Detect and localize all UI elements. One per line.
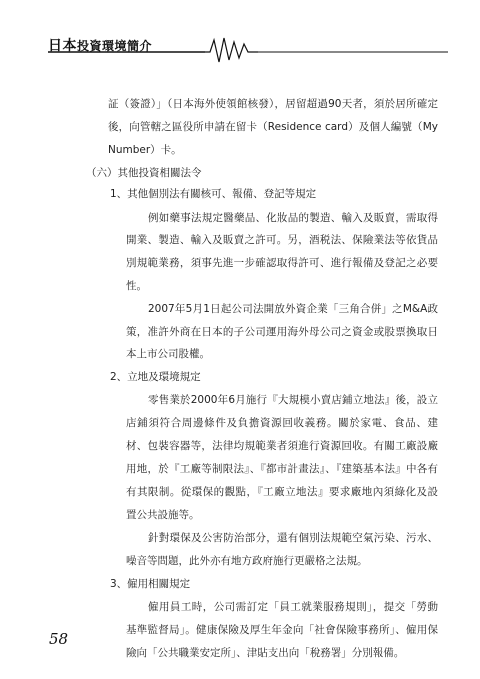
body-line: 噪音等問題，此外亦有地方政府施行更嚴格之法規。	[126, 555, 368, 567]
body-line: 店鋪須符合周邊條件及負擔資源回收義務。關於家電、食品、建	[126, 417, 438, 429]
body-line: 証（簽證）」（日本海外使領館核發），居留超過90天者，須於居所確定	[108, 98, 438, 110]
body-line: 本上市公司股權。	[126, 348, 210, 360]
body-line: 有其限制。從環保的觀點，『工廠立地法』要求廠地內須綠化及設	[126, 486, 438, 498]
body-line: 策，准許外商在日本的子公司運用海外母公司之資金或股票換取日	[126, 326, 438, 338]
body-line: 險向「公共職業安定所」、津貼支出向「稅務署」分別報備。	[126, 647, 405, 659]
subsection-heading: 2、立地及環境規定	[110, 371, 201, 383]
section-heading: （六）其他投資相關法令	[86, 167, 202, 179]
body-line: 2007年5月1日起公司法開放外資企業「三角合併」之M&A政	[148, 303, 438, 315]
header-title-rest: 投資環境簡介	[77, 39, 153, 53]
body-line: 後，向管轄之區役所申請在留卡（Residence card）及個人編號（My	[108, 121, 438, 133]
body-line: 置公共設施等。	[126, 509, 200, 521]
body-line: 零售業於2000年6月施行『大規模小賣店鋪立地法』後，設立	[148, 394, 438, 406]
body-line: 開業、製造、輸入及販賣之許可。另，酒税法、保險業法等依貨品	[126, 234, 438, 246]
body-line: 基準監督局」。健康保險及厚生年金向「社會保險事務所」、僱用保	[126, 624, 438, 636]
page-header	[0, 0, 480, 70]
subsection-heading: 3、僱用相關規定	[110, 578, 191, 590]
page-number: 58	[49, 630, 69, 648]
body-line: 例如藥事法規定醫藥品、化妝品的製造、輸入及販賣，需取得	[148, 212, 438, 224]
body-line: 材、包裝容器等，法律均規範業者須進行資源回收。有關工廠設廠	[126, 440, 438, 452]
subsection-heading: 1、其他個別法有關核可、報備、登記等規定	[110, 188, 317, 200]
body-line: 性。	[126, 280, 147, 292]
header-title-prefix: 日本	[48, 38, 77, 54]
body-line: 用地，於『工廠等制限法』、『都市計畫法』、『建築基本法』中各有	[126, 463, 438, 475]
body-line: 別規範業務，須事先進一步確認取得許可、進行報備及登記之必要	[126, 257, 438, 269]
header-title	[48, 35, 152, 55]
body-line: 針對環保及公害防治部分，還有個別法規範空氣污染、污水、	[148, 532, 438, 544]
body-line: 僱用員工時，公司需訂定「員工就業服務規則」，提交「勞動	[148, 601, 438, 613]
body-line: Number）卡。	[108, 144, 182, 156]
